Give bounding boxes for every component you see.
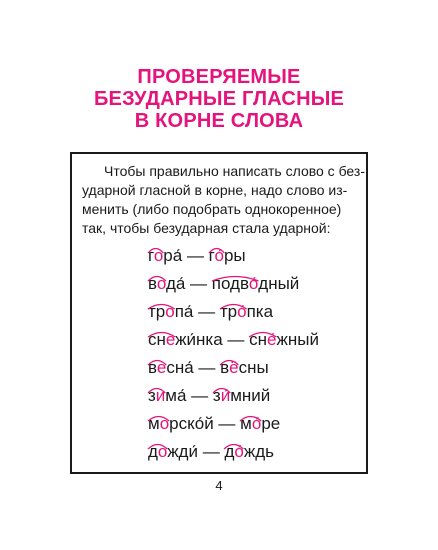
page-number: 4 [215, 478, 223, 493]
vowel-highlight: о [157, 442, 168, 461]
word-part: подв [211, 274, 249, 293]
word-part: ма́ [165, 386, 187, 405]
unstressed-word [148, 302, 193, 321]
title-line-1: ПРОВЕРЯЕМЫЕ [137, 66, 301, 88]
word-part: мний [230, 386, 271, 405]
example-row [148, 298, 348, 326]
word-part: жи́нка [175, 330, 223, 349]
vowel-highlight: о́ [237, 302, 247, 321]
rule-line-3: менить (либо подобрать однокоренное) [82, 201, 342, 217]
word-part: жди́ [167, 442, 198, 461]
vowel-highlight: о́ [214, 246, 224, 265]
example-row [148, 242, 348, 270]
dash: — [182, 246, 209, 265]
vowel-highlight: о [165, 302, 175, 321]
vowel-highlight: о́ [248, 274, 259, 293]
rule-line-2: ударной гласной в корне, надо слово из- [82, 182, 348, 198]
unstressed-word [148, 442, 198, 461]
vowel-highlight: о [156, 274, 166, 293]
check-word [213, 386, 270, 405]
check-word [249, 330, 319, 349]
page-title [0, 66, 438, 132]
word-part: сна́ [166, 358, 194, 377]
check-word [224, 442, 274, 461]
rule-text [82, 162, 365, 238]
word-part: ры [223, 246, 246, 265]
dash: — [222, 330, 250, 349]
vowel-highlight: е [156, 358, 167, 377]
examples-list [148, 242, 348, 466]
word-part: сны [238, 358, 269, 377]
vowel-highlight: о́ [251, 414, 262, 433]
example-row [148, 354, 348, 382]
example-row [148, 382, 348, 410]
example-row [148, 438, 348, 466]
dash: — [186, 386, 213, 405]
example-row [148, 410, 348, 438]
example-row [148, 326, 348, 354]
check-word [240, 414, 280, 433]
check-word [220, 358, 269, 377]
unstressed-word [148, 358, 194, 377]
title-line-2: БЕЗУДАРНЫЕ ГЛАСНЫЕ [93, 88, 345, 110]
word-part: ра́ [163, 246, 183, 265]
unstressed-word [148, 274, 185, 293]
check-word [220, 302, 273, 321]
vowel-highlight: и́ [220, 386, 231, 405]
word-part: тр [219, 302, 238, 321]
word-part: па́ [174, 302, 194, 321]
unstressed-word [148, 330, 223, 349]
example-row [148, 270, 348, 298]
dash: — [193, 358, 221, 377]
word-part: м [148, 414, 160, 433]
dash: — [185, 274, 212, 293]
unstressed-word [148, 246, 182, 265]
title-line-3: В КОРНЕ СЛОВА [134, 110, 304, 132]
vowel-highlight: ё [229, 358, 239, 377]
word-part: в [148, 358, 157, 377]
rule-line-1: Чтобы правильно написать слово с без- [104, 163, 365, 179]
rule-line-4: так, чтобы безударная стала ударной: [82, 220, 331, 236]
dash: — [193, 302, 220, 321]
word-part: д [148, 442, 158, 461]
word-part: г [148, 246, 154, 265]
vowel-highlight: о [159, 414, 170, 433]
word-part: да́ [165, 274, 186, 293]
word-part: м [240, 414, 252, 433]
unstressed-word [148, 414, 214, 433]
vowel-highlight: и [155, 386, 166, 405]
rule-box [70, 152, 368, 474]
word-part: рско́й [169, 414, 214, 433]
word-part: д [224, 442, 235, 461]
word-part: в [148, 274, 157, 293]
dash: — [213, 414, 241, 433]
word-part: сн [249, 330, 268, 349]
vowel-highlight: е́ [267, 330, 277, 349]
check-word [212, 274, 300, 293]
unstressed-word [148, 386, 186, 405]
word-part: г [208, 246, 215, 265]
vowel-highlight: е [165, 330, 176, 349]
word-part: пка [246, 302, 274, 321]
word-part: в [220, 358, 230, 377]
vowel-highlight: о́ [234, 442, 244, 461]
check-word [209, 246, 246, 265]
word-part: ре [261, 414, 281, 433]
word-part: дный [258, 274, 300, 293]
word-part: ждь [243, 442, 274, 461]
dash: — [197, 442, 225, 461]
word-part: тр [148, 302, 166, 321]
word-part: з [212, 386, 221, 405]
word-part: сн [148, 330, 166, 349]
vowel-highlight: о [153, 246, 164, 265]
word-part: жный [276, 330, 319, 349]
word-part: з [148, 386, 156, 405]
